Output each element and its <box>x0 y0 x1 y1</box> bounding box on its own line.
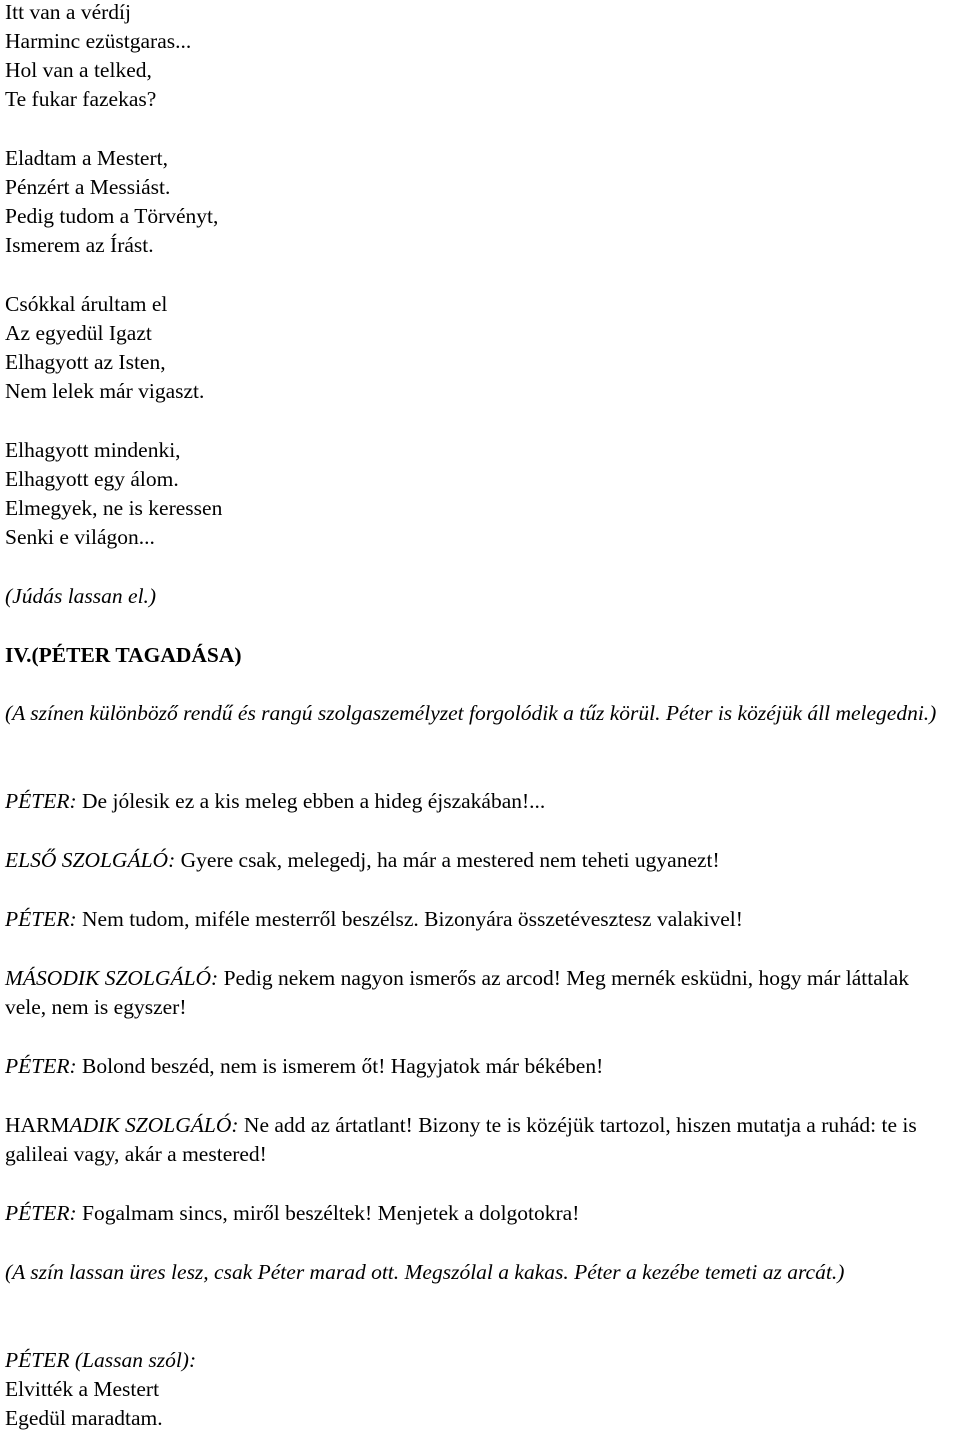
verse-line: Ismerem az Írást. <box>5 233 154 257</box>
dialogue-text: Nem tudom, miféle mesterről beszélsz. Bizonyára összetévesztesz valakivel! <box>82 907 743 931</box>
verse-line: Elhagyott az Isten, <box>5 350 166 374</box>
speaker-name: PÉTER (Lassan szól): <box>5 1348 197 1372</box>
verse-line: Az egyedül Igazt <box>5 321 152 345</box>
speaker-name: PÉTER: <box>5 789 77 813</box>
dialogue-text: Ne add az ártatlant! Bizony te is közéjük tartozol, hiszen mutatja a ruhád: te is galileai vagy, akár a mestered! <box>5 1113 917 1167</box>
verse-line: Elvitték a Mestert <box>5 1377 160 1401</box>
verse-line: Elhagyott egy álom. <box>5 467 179 491</box>
dialogue-line <box>5 964 955 1023</box>
speaker-name: PÉTER: <box>5 1054 77 1078</box>
verse-line: Senki e világon... <box>5 525 155 549</box>
speaker-name: PÉTER: <box>5 1201 77 1225</box>
verse-line: Csókkal árultam el <box>5 292 168 316</box>
stage-direction: (A színen különböző rendű és rangú szolgaszemélyzet forgolódik a tűz körül. Péter is közéjük áll melegedni.) <box>5 701 937 725</box>
dialogue-text: Bolond beszéd, nem is ismerem őt! Hagyjatok már békében! <box>82 1054 604 1078</box>
verse-line: Egedül maradtam. <box>5 1406 163 1430</box>
section-heading <box>5 641 242 670</box>
dialogue-text: Gyere csak, melegedj, ha már a mestered nem teheti ugyanezt! <box>180 848 720 872</box>
speaker-name-upright: HARM <box>5 1113 70 1137</box>
verse-line: Eladtam a Mestert, <box>5 146 168 170</box>
dialogue-text: Fogalmam sincs, miről beszéltek! Menjetek a dolgotokra! <box>82 1201 580 1225</box>
section-heading-text: IV.(PÉTER TAGADÁSA) <box>5 643 242 667</box>
verse-line: Itt van a vérdíj <box>5 0 131 24</box>
verse-line: Harminc ezüstgaras... <box>5 29 192 53</box>
stage-direction: (A szín lassan üres lesz, csak Péter marad ott. Megszólal a kakas. Péter a kezébe temeti az arcát.) <box>5 1260 845 1284</box>
dialogue-text: Pedig nekem nagyon ismerős az arcod! Meg mernék esküdni, hogy már láttalak vele, nem is egyszer! <box>5 966 910 1020</box>
verse-line: Elhagyott mindenki, <box>5 438 181 462</box>
verse-line: Pénzért a Messiást. <box>5 175 171 199</box>
speaker-name: ELSŐ SZOLGÁLÓ: <box>5 848 176 872</box>
dialogue-line <box>5 1199 579 1228</box>
dialogue-text: De jólesik ez a kis meleg ebben a hideg éjszakában!... <box>82 789 546 813</box>
verse-line: Hol van a telked, <box>5 58 152 82</box>
verse-line: Elmegyek, ne is keressen <box>5 496 223 520</box>
stage-direction: (Júdás lassan el.) <box>5 584 157 608</box>
verse-line: Pedig tudom a Törvényt, <box>5 204 219 228</box>
speaker-name: MÁSODIK SZOLGÁLÓ: <box>5 966 219 990</box>
dialogue-line <box>5 787 545 816</box>
dialogue-line <box>5 1052 603 1081</box>
verse-line: Te fukar fazekas? <box>5 87 157 111</box>
speaker-name: PÉTER: <box>5 907 77 931</box>
verse-line: Nem lelek már vigaszt. <box>5 379 205 403</box>
dialogue-line <box>5 846 720 875</box>
dialogue-line <box>5 905 743 934</box>
dialogue-line <box>5 1111 955 1170</box>
speaker-name: ADIK SZOLGÁLÓ: <box>69 1113 239 1137</box>
